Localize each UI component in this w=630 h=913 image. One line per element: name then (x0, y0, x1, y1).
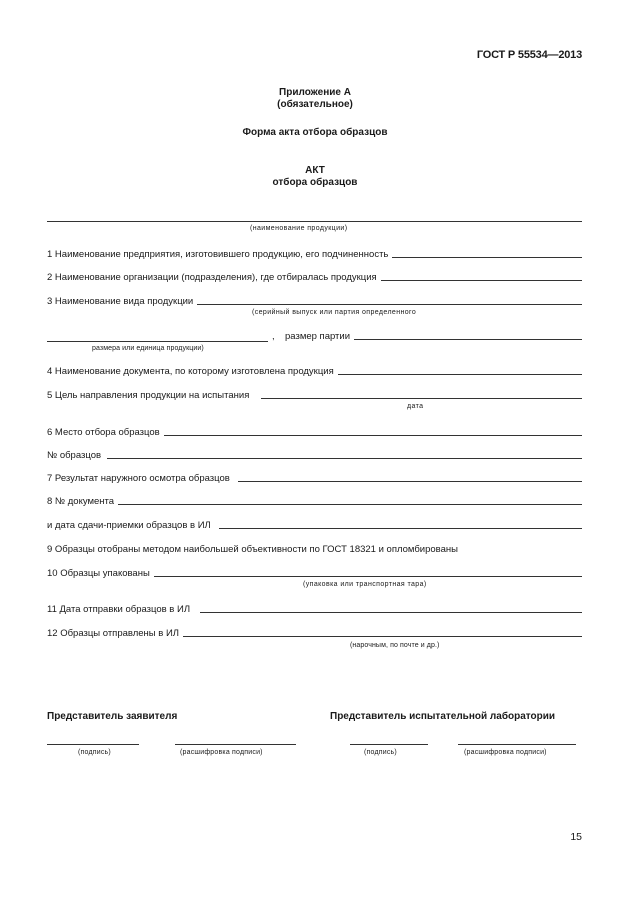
act-title: АКТ (305, 165, 325, 176)
field-row-12 (47, 628, 582, 639)
field-label-6: 6 Место отбора образцов (47, 427, 160, 438)
page-number: 15 (570, 831, 582, 843)
field-input-10[interactable] (154, 576, 582, 577)
field-label-4: 4 Наименование документа, по которому изготовлена продукция (47, 366, 334, 377)
serial-hint: (серийный выпуск или партия определенного (252, 309, 417, 316)
batch-size-hint: размера или единица продукции) (92, 345, 204, 352)
field-row-7 (47, 473, 582, 484)
act-subtitle: отбора образцов (272, 177, 358, 188)
lab-signature-hint: (подпись) (364, 749, 397, 756)
product-name-line[interactable] (47, 221, 582, 222)
field-row-4 (47, 366, 582, 377)
lab-signature-line[interactable] (350, 744, 428, 745)
applicant-label: Представитель заявителя (47, 711, 178, 722)
field-input-5[interactable] (261, 398, 582, 399)
lab-label: Представитель испытательной лаборатории (330, 711, 556, 722)
field-row-10 (47, 568, 582, 579)
field-row-6b (47, 450, 582, 461)
product-name-hint: (наименование продукции) (250, 225, 348, 232)
standard-number: ГОСТ Р 55534—2013 (476, 49, 582, 61)
field-row-8b (47, 520, 582, 531)
field-label-2: 2 Наименование организации (подразделения), где отбиралась продукция (47, 272, 377, 283)
applicant-decoding-line[interactable] (175, 744, 296, 745)
field-input-3-cont[interactable] (47, 341, 268, 342)
field-input-4[interactable] (338, 374, 582, 375)
field-row-3b (285, 331, 582, 342)
applicant-decoding-hint: (расшифровка подписи) (180, 749, 263, 756)
field-input-1[interactable] (392, 257, 582, 258)
packaging-hint: (упаковка или транспортная тара) (303, 581, 427, 588)
field-label-11: 11 Дата отправки образцов в ИЛ (47, 604, 191, 615)
form-title: Форма акта отбора образцов (242, 127, 388, 138)
field-row-5 (47, 390, 582, 401)
field-label-8: 8 № документа (47, 496, 115, 507)
applicant-signature-hint: (подпись) (78, 749, 111, 756)
shipping-hint: (нарочным, по почте и др.) (350, 642, 440, 649)
field-label-6b: № образцов (47, 450, 102, 461)
field-row-6 (47, 427, 582, 438)
field-input-6b[interactable] (107, 458, 582, 459)
field-label-5: 5 Цель направления продукции на испытания (47, 390, 250, 401)
field-label-12: 12 Образцы отправлены в ИЛ (47, 628, 180, 639)
field-input-8b[interactable] (219, 528, 582, 529)
appendix-title: Приложение А (279, 87, 351, 98)
field-row-2 (47, 272, 582, 283)
field-label-1: 1 Наименование предприятия, изготовившего продукцию, его подчиненность (47, 249, 389, 260)
lab-decoding-hint: (расшифровка подписи) (464, 749, 547, 756)
field-input-12[interactable] (183, 636, 582, 637)
field-input-8[interactable] (118, 504, 582, 505)
appendix-status: (обязательное) (277, 99, 353, 110)
field-label-3: 3 Наименование вида продукции (47, 296, 194, 307)
field-row-11 (47, 604, 582, 615)
date-hint: дата (407, 403, 424, 410)
field-input-2[interactable] (381, 280, 582, 281)
field-row-3 (47, 296, 582, 307)
lab-decoding-line[interactable] (458, 744, 576, 745)
applicant-signature-line[interactable] (47, 744, 139, 745)
field-row-8 (47, 496, 582, 507)
field-input-3b[interactable] (354, 339, 582, 340)
field-label-9: 9 Образцы отобраны методом наибольшей объективности по ГОСТ 18321 и опломбированы (47, 544, 458, 555)
field-row-1 (47, 249, 582, 260)
field-label-8b: и дата сдачи-приемки образцов в ИЛ (47, 520, 211, 531)
field-input-7[interactable] (238, 481, 582, 482)
field-label-10: 10 Образцы упакованы (47, 568, 150, 579)
field-input-3[interactable] (197, 304, 582, 305)
field-input-11[interactable] (200, 612, 582, 613)
field-input-6[interactable] (164, 435, 582, 436)
field-3b-sep: , (272, 331, 275, 342)
field-label-7: 7 Результат наружного осмотра образцов (47, 473, 230, 484)
field-label-3b: размер партии (285, 331, 351, 342)
